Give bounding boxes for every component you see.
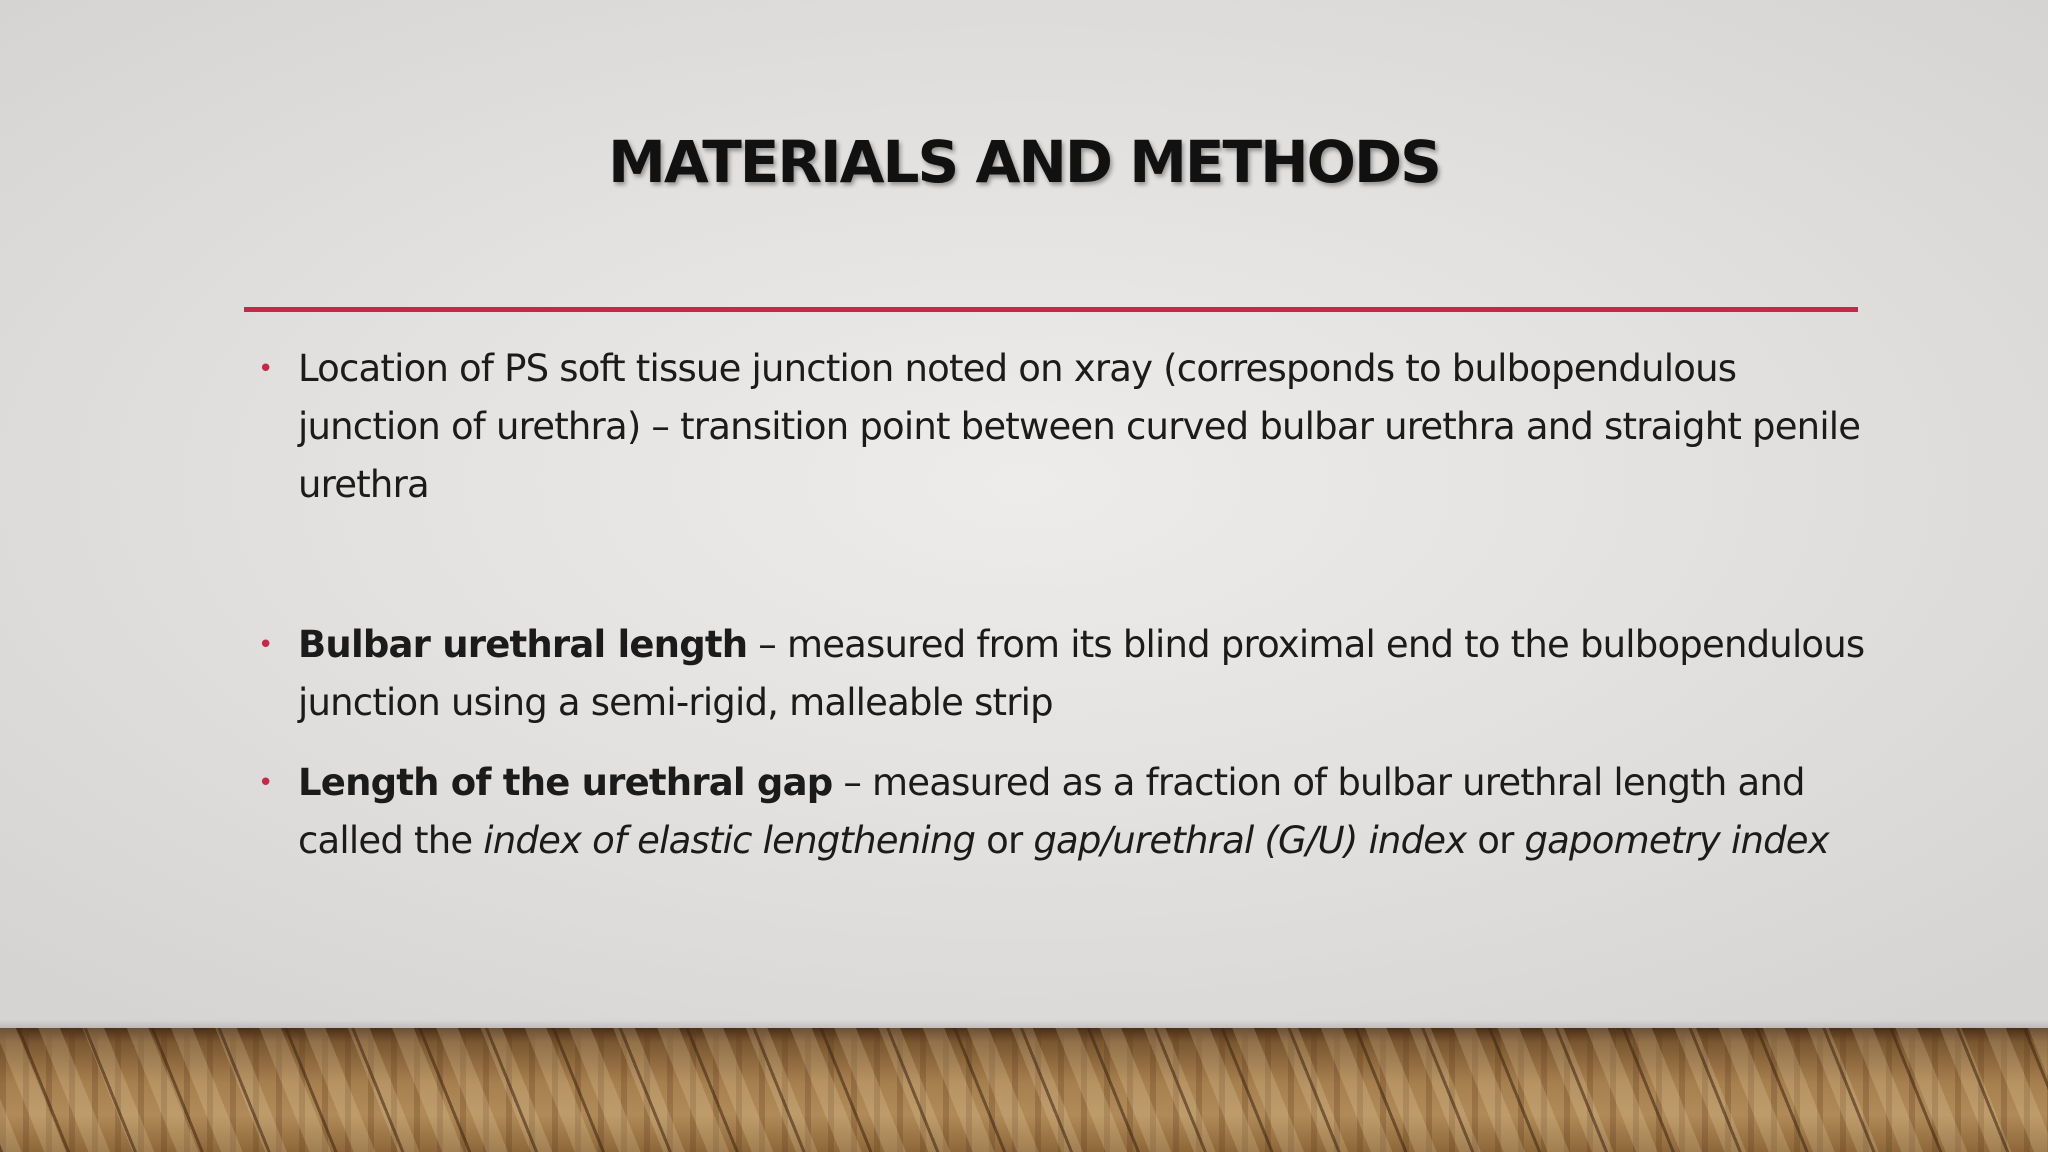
wood-floor-image bbox=[0, 1028, 2048, 1152]
separator-or: or bbox=[975, 819, 1034, 862]
bullet-icon: • bbox=[258, 354, 273, 384]
bullet-item bbox=[258, 340, 1878, 514]
slide-title: MATERIALS AND METHODS bbox=[608, 128, 1440, 196]
slide-body bbox=[258, 340, 1878, 870]
bullet-text: – measured from its blind proximal end to the bulbopendulous junction using a semi-rigid, malleable strip bbox=[298, 623, 1865, 724]
separator-or: or bbox=[1466, 819, 1525, 862]
index-name-gu: gap/urethral (G/U) index bbox=[1033, 819, 1467, 862]
index-name-elastic: index of elastic lengthening bbox=[483, 819, 976, 862]
bullet-term: Bulbar urethral length bbox=[298, 623, 748, 666]
bullet-icon: • bbox=[258, 630, 273, 660]
bullet-item bbox=[258, 754, 1878, 870]
bullet-icon: • bbox=[258, 768, 273, 798]
title-divider bbox=[244, 307, 1858, 312]
index-name-gapometry: gapometry index bbox=[1524, 819, 1829, 862]
bullet-text: – measured as a fraction of bulbar urethral length and called the bbox=[298, 761, 1805, 862]
bullet-item bbox=[258, 616, 1878, 732]
bullet-term: Length of the urethral gap bbox=[298, 761, 833, 804]
bullet-text: Location of PS soft tissue junction noted on xray (corresponds to bulbopendulous junction of urethra) – transition point between curved bulbar urethra and straight penile urethra bbox=[298, 347, 1861, 506]
